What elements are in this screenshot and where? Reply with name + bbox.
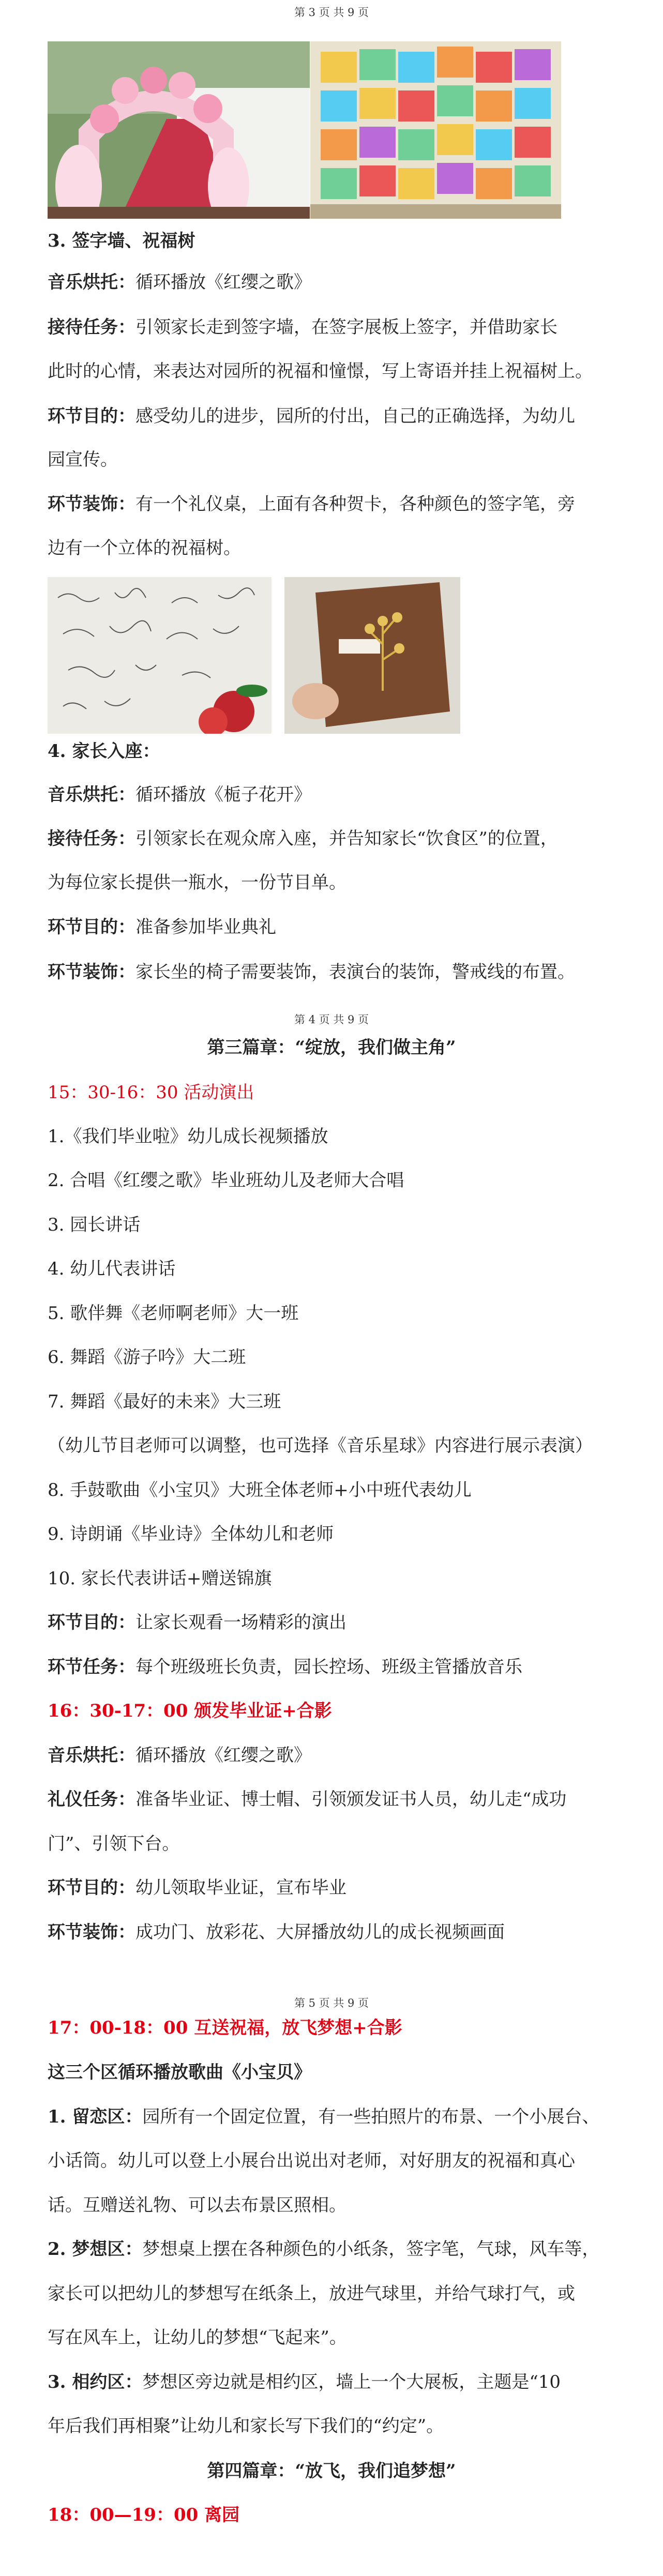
field-key: 接待任务： <box>48 317 135 338</box>
program-item: 7. 舞蹈《最好的未来》大三班 <box>48 1391 281 1412</box>
field-value: 循环播放《红缨之歌》 <box>135 272 311 293</box>
deco-line <box>48 494 575 515</box>
field-value: 引领家长在观众席入座，并告知家长“饮食区”的位置， <box>135 828 558 849</box>
time-slot: 16：30-17：00 颁发毕业证+合影 <box>48 1701 332 1721</box>
deco-line <box>48 962 575 983</box>
field-value: 循环播放《红缨之歌》 <box>135 1745 311 1766</box>
field-key: 接待任务： <box>48 828 135 849</box>
music-line <box>48 1745 311 1766</box>
page-header: 第 4 页 共 9 页 <box>294 1013 369 1026</box>
task-line <box>48 317 557 338</box>
program-item: 8. 手鼓歌曲《小宝贝》大班全体老师+小中班代表幼儿 <box>48 1480 472 1501</box>
program-item: 1.《我们毕业啦》幼儿成长视频播放 <box>48 1126 328 1147</box>
deco-line <box>48 1922 505 1943</box>
children-drawings-photo <box>310 41 561 219</box>
field-key: 2. 梦想区： <box>48 2239 143 2260</box>
field-key: 环节目的： <box>48 406 135 427</box>
field-value: 梦想区旁边就是相约区，墙上一个大展板，主题是“10 <box>142 2372 561 2392</box>
loop-music-note: 这三个区循环播放歌曲《小宝贝》 <box>48 2062 311 2083</box>
field-value: 循环播放《栀子花开》 <box>135 784 311 805</box>
chapter-title: 第三篇章：“绽放，我们做主角” <box>207 1037 456 1058</box>
text-line: 门”、引领下台。 <box>48 1833 180 1854</box>
program-item: 9. 诗朗诵《毕业诗》全体幼儿和老师 <box>48 1524 334 1544</box>
text-line: 为每位家长提供一瓶水，一份节目单。 <box>48 872 346 893</box>
goal-line <box>48 1612 346 1633</box>
section-heading: 3. 签字墙、祝福树 <box>48 231 195 251</box>
time-slot: 15：30-16：30 活动演出 <box>48 1082 254 1103</box>
text-line: 年后我们再相聚”让幼儿和家长写下我们的“约定”。 <box>48 2416 444 2436</box>
text-line: 边有一个立体的祝福树。 <box>48 538 241 558</box>
program-item: 3. 园长讲话 <box>48 1215 141 1235</box>
field-key: 1. 留恋区： <box>48 2107 143 2127</box>
goal-line <box>48 406 575 427</box>
field-key: 音乐烘托： <box>48 784 135 805</box>
chapter-title: 第四篇章：“放飞，我们追梦想” <box>207 2461 456 2481</box>
text-line: 园宣传。 <box>48 449 118 470</box>
text-line: 此时的心情，来表达对园所的祝福和憧憬，写上寄语并挂上祝福树上。 <box>48 361 593 382</box>
field-value: 园所有一个固定位置，有一些拍照片的布景、一个小展台、 <box>142 2107 600 2127</box>
etiquette-line <box>48 1789 566 1810</box>
program-note: （幼儿节目老师可以调整，也可选择《音乐星球》内容进行展示表演） <box>48 1435 593 1456</box>
field-key: 环节任务： <box>48 1657 135 1677</box>
page-header: 第 5 页 共 9 页 <box>294 1997 369 2009</box>
field-key: 环节装饰： <box>48 1922 135 1943</box>
field-value: 引领家长走到签字墙，在签字展板上签字，并借助家长 <box>135 317 557 338</box>
field-value: 家长坐的椅子需要装饰，表演台的装饰，警戒线的布置。 <box>135 962 575 982</box>
field-value: 让家长观看一场精彩的演出 <box>135 1612 346 1633</box>
flower-arch-photo <box>48 41 310 219</box>
zone-line <box>48 2239 599 2260</box>
music-line <box>48 784 311 806</box>
program-item: 5. 歌伴舞《老师啊老师》大一班 <box>48 1303 299 1324</box>
text-line: 家长可以把幼儿的梦想写在纸条上，放进气球里，并给气球打气，或 <box>48 2283 575 2304</box>
goal-line <box>48 917 276 938</box>
page-header: 第 3 页 共 9 页 <box>294 6 369 19</box>
field-value: 成功门、放彩花、大屏播放幼儿的成长视频画面 <box>135 1922 505 1943</box>
field-key: 环节装饰： <box>48 494 135 514</box>
field-key: 音乐烘托： <box>48 272 135 293</box>
program-item: 6. 舞蹈《游子吟》大二班 <box>48 1347 246 1368</box>
time-slot: 18：00—19：00 离园 <box>48 2505 240 2525</box>
time-slot: 17：00-18：00 互送祝福，放飞梦想+合影 <box>48 2018 402 2038</box>
goal-line <box>48 1877 346 1899</box>
field-value: 幼儿领取毕业证，宣布毕业 <box>135 1877 346 1898</box>
wishing-tree-photo <box>284 577 460 734</box>
field-value: 有一个礼仪桌，上面有各种贺卡，各种颜色的签字笔，旁 <box>135 494 575 514</box>
zone-line <box>48 2107 599 2128</box>
zone-line <box>48 2372 561 2393</box>
text-line: 写在风车上，让幼儿的梦想“飞起来”。 <box>48 2327 347 2348</box>
text-line: 小话筒。幼儿可以登上小展台出说出对老师，对好朋友的祝福和真心 <box>48 2150 575 2171</box>
field-key: 音乐烘托： <box>48 1745 135 1766</box>
field-key: 3. 相约区： <box>48 2372 143 2392</box>
signature-wall-photo <box>48 577 272 734</box>
field-key: 环节目的： <box>48 917 135 937</box>
field-key: 环节装饰： <box>48 962 135 982</box>
music-line <box>48 272 311 293</box>
field-value: 准备参加毕业典礼 <box>135 917 276 937</box>
task-line <box>48 828 558 850</box>
program-item: 4. 幼儿代表讲话 <box>48 1259 176 1279</box>
field-key: 礼仪任务： <box>48 1789 135 1810</box>
field-value: 每个班级班长负责，园长控场、班级主管播放音乐 <box>135 1657 522 1677</box>
program-item: 2. 合唱《红缨之歌》毕业班幼儿及老师大合唱 <box>48 1170 404 1191</box>
field-value: 准备毕业证、博士帽、引领颁发证书人员，幼儿走“成功 <box>135 1789 567 1810</box>
field-value: 感受幼儿的进步，园所的付出，自己的正确选择，为幼儿 <box>135 406 575 427</box>
text-line: 话。互赠送礼物、可以去布景区照相。 <box>48 2195 346 2216</box>
field-value: 梦想桌上摆在各种颜色的小纸条，签字笔，气球，风车等， <box>142 2239 600 2260</box>
section-heading: 4. 家长入座： <box>48 741 160 762</box>
program-item: 10. 家长代表讲话+赠送锦旗 <box>48 1568 272 1589</box>
task-line <box>48 1657 522 1678</box>
field-key: 环节目的： <box>48 1612 135 1633</box>
field-key: 环节目的： <box>48 1877 135 1898</box>
